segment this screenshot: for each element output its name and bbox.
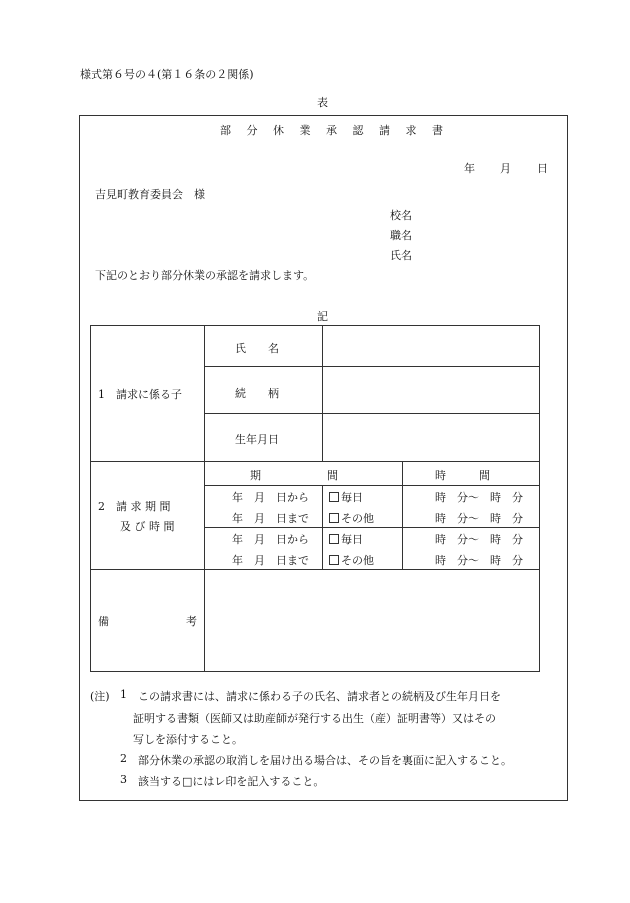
period-row-4-option[interactable]	[329, 552, 374, 568]
s2-col-line-1	[322, 485, 323, 569]
table-divider	[204, 325, 205, 672]
note-3-num: 3	[120, 773, 127, 786]
checkbox-icon[interactable]	[329, 534, 339, 544]
checkbox-label: 毎日	[341, 533, 363, 546]
checkbox-icon[interactable]	[329, 492, 339, 502]
period-row-2-time[interactable]: 時 分～ 時 分	[435, 512, 523, 525]
request-text: 下記のとおり部分休業の承認を請求します。	[95, 269, 315, 282]
note-1-line-2: 証明する書類（医師又は助産師が発行する出生（産）証明書等）又はその	[133, 712, 496, 725]
section-divider-1	[90, 461, 540, 462]
form-title: 部 分 休 業 承 認 請 求 書	[220, 124, 449, 137]
birthdate-label: 生年月日	[235, 433, 279, 446]
birthdate-field[interactable]	[323, 414, 539, 461]
notes-prefix: (注)	[90, 690, 110, 703]
remarks-label-right: 考	[186, 615, 197, 628]
s2-header-line	[204, 485, 540, 486]
checkbox-label: 毎日	[341, 491, 363, 504]
period-row-1-time[interactable]: 時 分～ 時 分	[435, 491, 523, 504]
date-day[interactable]: 日	[537, 162, 548, 175]
child-name-field[interactable]	[323, 326, 539, 366]
date-month[interactable]: 月	[500, 162, 511, 175]
date-year[interactable]: 年	[464, 162, 475, 175]
note-1-line-3: 写しを添付すること。	[133, 733, 243, 746]
note-2-num: 2	[120, 752, 127, 765]
note-1-line-1: この請求書には、請求に係わる子の氏名、請求者との続柄及び生年月日を	[138, 690, 501, 703]
applicant-school-label: 校名	[390, 209, 412, 222]
section-divider-2	[90, 569, 540, 570]
period-row-4-date[interactable]: 年 月 日まで	[232, 554, 309, 567]
period-row-4-time[interactable]: 時 分～ 時 分	[435, 554, 523, 567]
checkbox-label: その他	[341, 512, 374, 525]
section1-label: 1 請求に係る子	[98, 388, 182, 401]
side-label: 表	[317, 96, 328, 109]
period-header: 期 間	[250, 469, 338, 482]
remarks-label-left: 備	[98, 615, 109, 628]
period-row-3-option[interactable]	[329, 531, 363, 547]
addressee: 吉見町教育委員会 様	[95, 188, 205, 201]
period-row-3-date[interactable]: 年 月 日から	[232, 533, 309, 546]
s2-mid-line	[204, 527, 540, 528]
checkbox-icon[interactable]	[329, 513, 339, 523]
s2-col-line-2	[402, 461, 403, 569]
child-name-label: 氏 名	[235, 342, 279, 355]
period-row-3-time[interactable]: 時 分～ 時 分	[435, 533, 523, 546]
note-1-num: 1	[120, 688, 127, 701]
relationship-field[interactable]	[323, 367, 539, 413]
note-3-line-1: 該当する□にはレ印を記入すること。	[138, 775, 325, 788]
period-row-1-option[interactable]	[329, 489, 363, 505]
applicant-position-label: 職名	[390, 229, 412, 242]
section2-label-line2: 及 び 時 間	[120, 520, 175, 533]
period-row-2-option[interactable]	[329, 510, 374, 526]
remarks-field[interactable]	[206, 571, 539, 671]
checkbox-icon[interactable]	[329, 555, 339, 565]
section2-label-line1: 2 請 求 期 間	[98, 500, 171, 513]
form-id: 様式第６号の４(第１６条の２関係)	[80, 68, 254, 81]
checkbox-label: その他	[341, 554, 374, 567]
applicant-name-label: 氏名	[390, 249, 412, 262]
relationship-label: 続 柄	[235, 387, 279, 400]
time-header: 時 間	[435, 469, 490, 482]
period-row-1-date[interactable]: 年 月 日から	[232, 491, 309, 504]
ki-label: 記	[317, 310, 328, 323]
note-2-line-1: 部分休業の承認の取消しを届け出る場合は、その旨を裏面に記入すること。	[138, 754, 512, 767]
period-row-2-date[interactable]: 年 月 日まで	[232, 512, 309, 525]
